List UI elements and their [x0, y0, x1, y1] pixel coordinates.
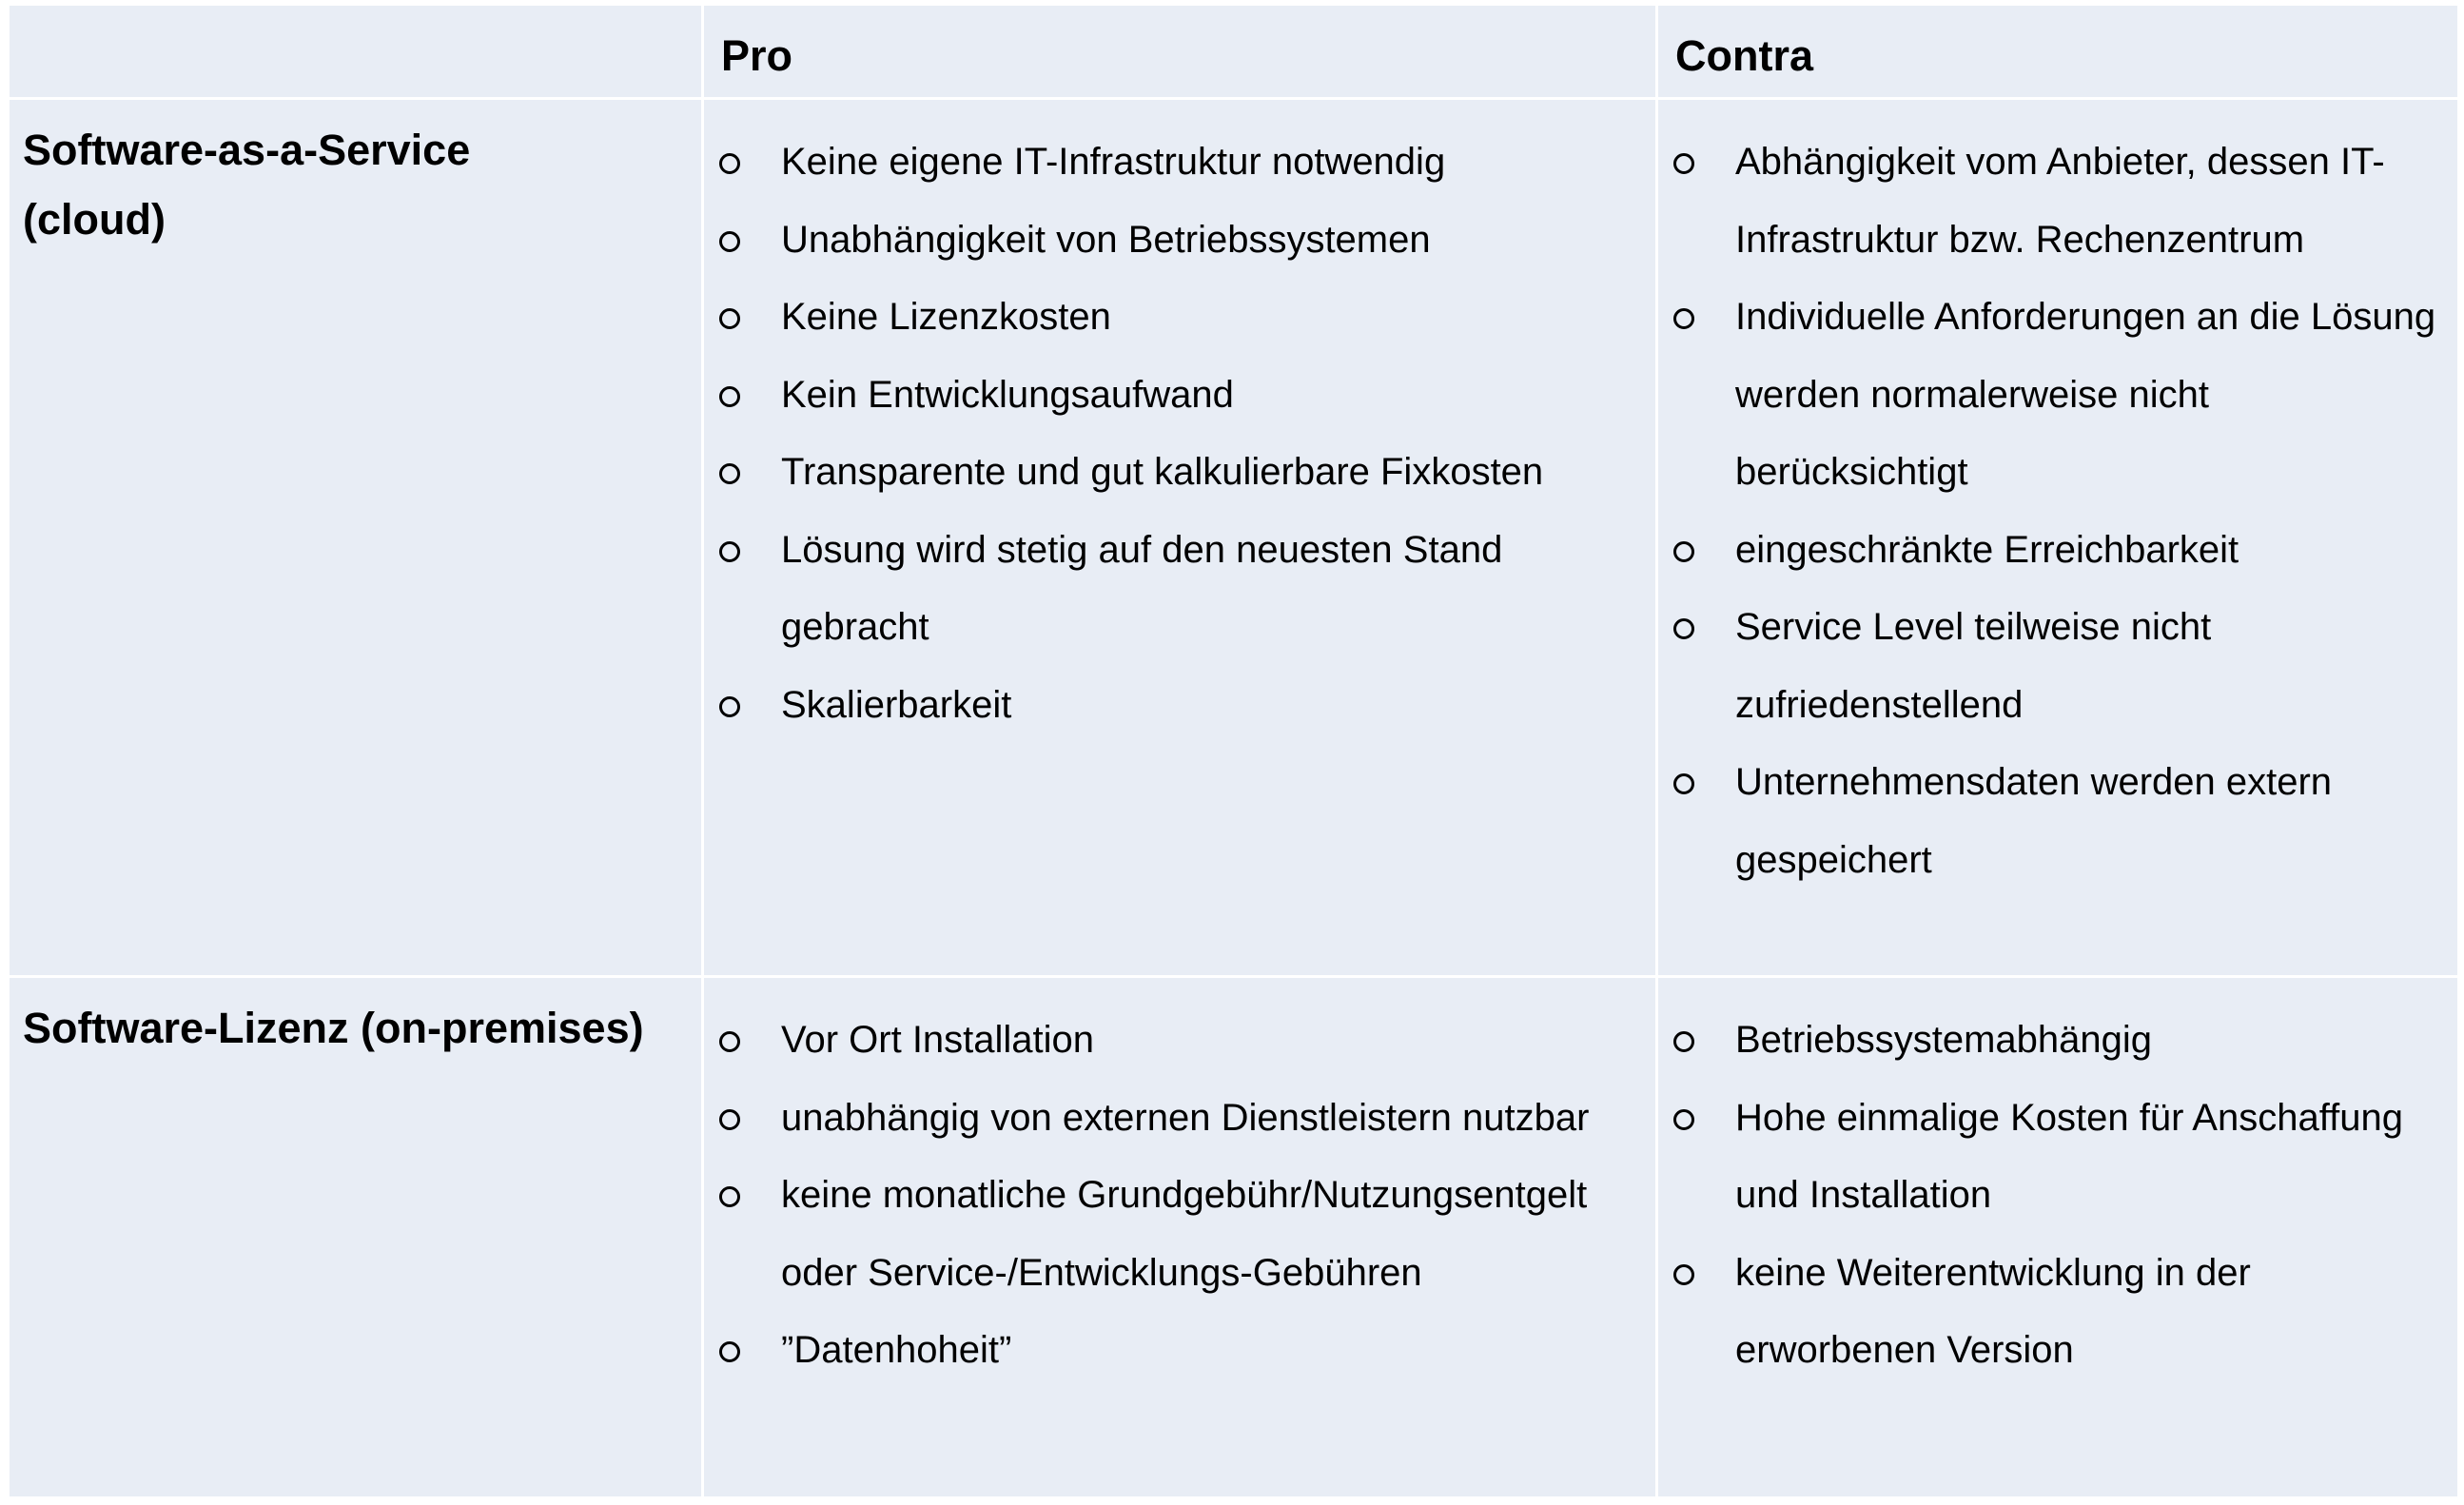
circle-bullet-icon: [719, 541, 740, 562]
list-item: [704, 1002, 1648, 1080]
circle-bullet-icon: [719, 1109, 740, 1130]
list-item: [704, 512, 1648, 667]
list-item: [1658, 1235, 2450, 1390]
circle-bullet-icon: [719, 231, 740, 252]
list-item-text: Individuelle Anforderungen an die Lösung werden normalerweise nicht berücksichtigt: [1735, 296, 2436, 493]
list-item-text: keine monatliche Grundgebühr/Nutzungsentgelt oder Service-/Entwicklungs-Gebühren: [781, 1174, 1588, 1294]
row-label-saas: Software-as-a-Service (cloud): [23, 126, 471, 244]
circle-bullet-icon: [719, 1031, 740, 1052]
list-item: [704, 667, 1648, 745]
list-item-text: Lösung wird stetig auf den neuesten Stand gebracht: [781, 528, 1503, 648]
circle-bullet-icon: [1673, 1264, 1694, 1285]
row-label-cell: [9, 977, 703, 1498]
header-corner-cell: [9, 5, 703, 99]
table-row-saas: [9, 99, 2459, 977]
list-item: [704, 434, 1648, 512]
list-item-text: Keine Lizenzkosten: [781, 296, 1111, 338]
contra-cell-saas: [1657, 99, 2459, 977]
list-item: [704, 1080, 1648, 1158]
list-item-text: Hohe einmalige Kosten für Anschaffung und Installation: [1735, 1096, 2403, 1216]
list-item-text: eingeschränkte Erreichbarkeit: [1735, 528, 2239, 571]
header-row: [9, 5, 2459, 99]
header-pro-cell: [703, 5, 1657, 99]
list-item: [1658, 1002, 2450, 1080]
list-item: [1658, 744, 2450, 899]
list-item-text: Vor Ort Installation: [781, 1019, 1095, 1061]
list-item: [704, 279, 1648, 357]
list-item-text: ”Datenhoheit”: [781, 1329, 1012, 1371]
list-item: [1658, 279, 2450, 512]
circle-bullet-icon: [1673, 153, 1694, 174]
list-item: [1658, 124, 2450, 279]
circle-bullet-icon: [1673, 1109, 1694, 1130]
list-item: [1658, 512, 2450, 590]
list-item-text: Service Level teilweise nicht zufriedenstellend: [1735, 606, 2212, 726]
header-contra-label: Contra: [1675, 31, 1813, 80]
circle-bullet-icon: [1673, 773, 1694, 794]
circle-bullet-icon: [719, 463, 740, 484]
circle-bullet-icon: [1673, 308, 1694, 329]
pro-cell-license: [703, 977, 1657, 1498]
list-item: [704, 124, 1648, 202]
list-item-text: Betriebssystemabhängig: [1735, 1019, 2153, 1061]
list-item-text: Unabhängigkeit von Betriebssystemen: [781, 218, 1431, 261]
header-pro-label: Pro: [721, 31, 793, 80]
row-label-license: Software-Lizenz (on-premises): [23, 1004, 644, 1052]
list-item-text: keine Weiterentwicklung in der erworbenen Version: [1735, 1251, 2251, 1371]
list-item-text: unabhängig von externen Dienstleistern nutzbar: [781, 1096, 1590, 1139]
list-item: [704, 357, 1648, 435]
list-item: [704, 1312, 1648, 1390]
contra-list-license: [1658, 978, 2457, 1390]
circle-bullet-icon: [719, 386, 740, 407]
pro-cell-saas: [703, 99, 1657, 977]
circle-bullet-icon: [719, 308, 740, 329]
list-item: [704, 1157, 1648, 1312]
list-item-text: Keine eigene IT-Infrastruktur notwendig: [781, 141, 1446, 183]
circle-bullet-icon: [719, 696, 740, 717]
circle-bullet-icon: [719, 153, 740, 174]
list-item-text: Skalierbarkeit: [781, 683, 1012, 726]
header-contra-cell: [1657, 5, 2459, 99]
list-item: [1658, 589, 2450, 744]
circle-bullet-icon: [1673, 541, 1694, 562]
pro-contra-table: [7, 3, 2460, 1499]
circle-bullet-icon: [719, 1341, 740, 1362]
list-item-text: Kein Entwicklungsaufwand: [781, 373, 1234, 416]
contra-cell-license: [1657, 977, 2459, 1498]
circle-bullet-icon: [1673, 618, 1694, 639]
pro-list-saas: [704, 100, 1655, 744]
table-row-license: [9, 977, 2459, 1498]
circle-bullet-icon: [719, 1186, 740, 1207]
header-corner-label: [10, 6, 701, 34]
list-item: [704, 202, 1648, 280]
pro-list-license: [704, 978, 1655, 1390]
circle-bullet-icon: [1673, 1031, 1694, 1052]
contra-list-saas: [1658, 100, 2457, 899]
list-item-text: Unternehmensdaten werden extern gespeichert: [1735, 761, 2333, 881]
list-item-text: Transparente und gut kalkulierbare Fixkosten: [781, 451, 1544, 493]
list-item: [1658, 1080, 2450, 1235]
row-label-cell: [9, 99, 703, 977]
list-item-text: Abhängigkeit vom Anbieter, dessen IT-Infrastruktur bzw. Rechenzentrum: [1735, 141, 2385, 261]
